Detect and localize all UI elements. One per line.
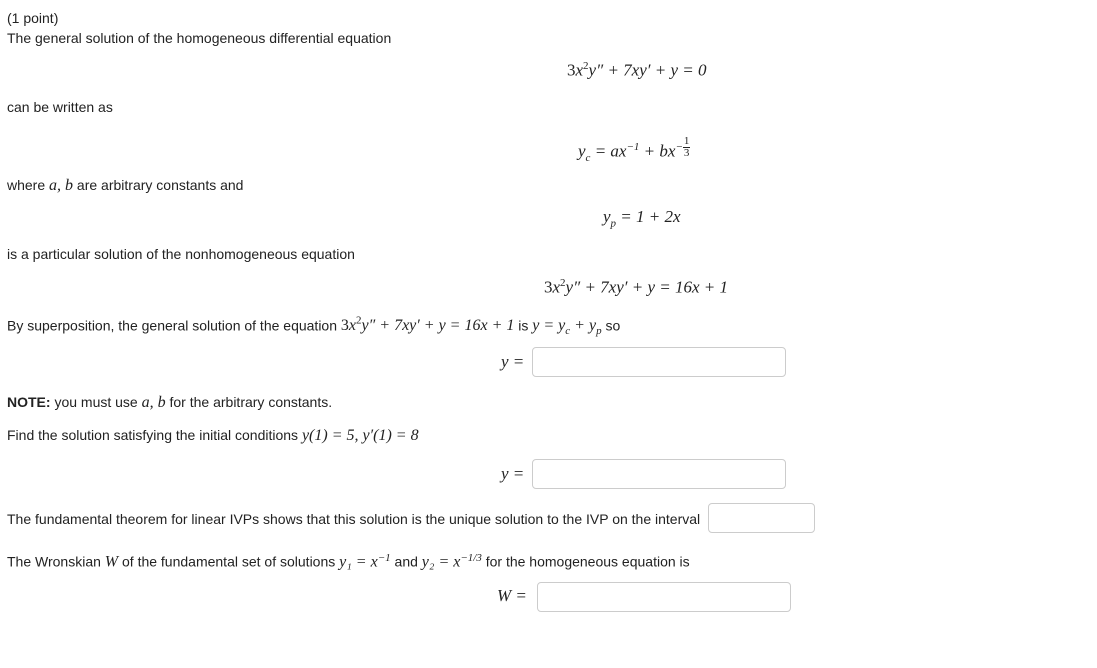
general-solution-input[interactable] — [532, 347, 786, 377]
answer3-label: W = — [497, 586, 527, 605]
fundamental-theorem-text: The fundamental theorem for linear IVPs shows that this solution is the unique solution to the IVP on the interval — [7, 511, 701, 527]
wronskian-text: The Wronskian W of the fundamental set of solutions $y_1 = x^{-1}$ and $y_2 = x^{-1/3}$ for the homogeneous equation is — [7, 552, 690, 571]
where-text: where a, b are arbitrary constants and — [7, 177, 244, 194]
can-be-written-text: can be written as — [7, 99, 113, 115]
yp-equation: $y_p = 1 + 2x$ — [603, 207, 681, 230]
intro-text: The general solution of the homogeneous differential equation — [7, 30, 392, 46]
ivp-text: Find the solution satisfying the initial conditions y(1) = 5, y′(1) = 8 — [7, 427, 419, 444]
answer1-label: y = — [501, 352, 525, 371]
nonhomogeneous-equation: $3x^2y'' + 7xy' + y = 16x + 1$ — [544, 277, 728, 297]
points-label: (1 point) — [7, 10, 59, 26]
homogeneous-equation: $3x^2y'' + 7xy' + y = 0$ — [567, 60, 707, 80]
interval-input[interactable] — [708, 503, 815, 533]
particular-text: is a particular solution of the nonhomogeneous equation — [7, 246, 355, 262]
ivp-solution-input[interactable] — [532, 459, 786, 489]
note-text: NOTE: you must use a, b for the arbitrary constants. — [7, 394, 333, 411]
yc-equation: $y_c = ax^{-1} + bx^{- \frac{1}{3}}$ — [578, 135, 690, 165]
answer2-label: y = — [501, 464, 525, 483]
superposition-text: By superposition, the general solution of the equation $3x^2y'' + 7xy' + y = 16x + 1$ is $y = y_c + y_p$ so — [7, 315, 621, 338]
wronskian-input[interactable] — [537, 582, 791, 612]
